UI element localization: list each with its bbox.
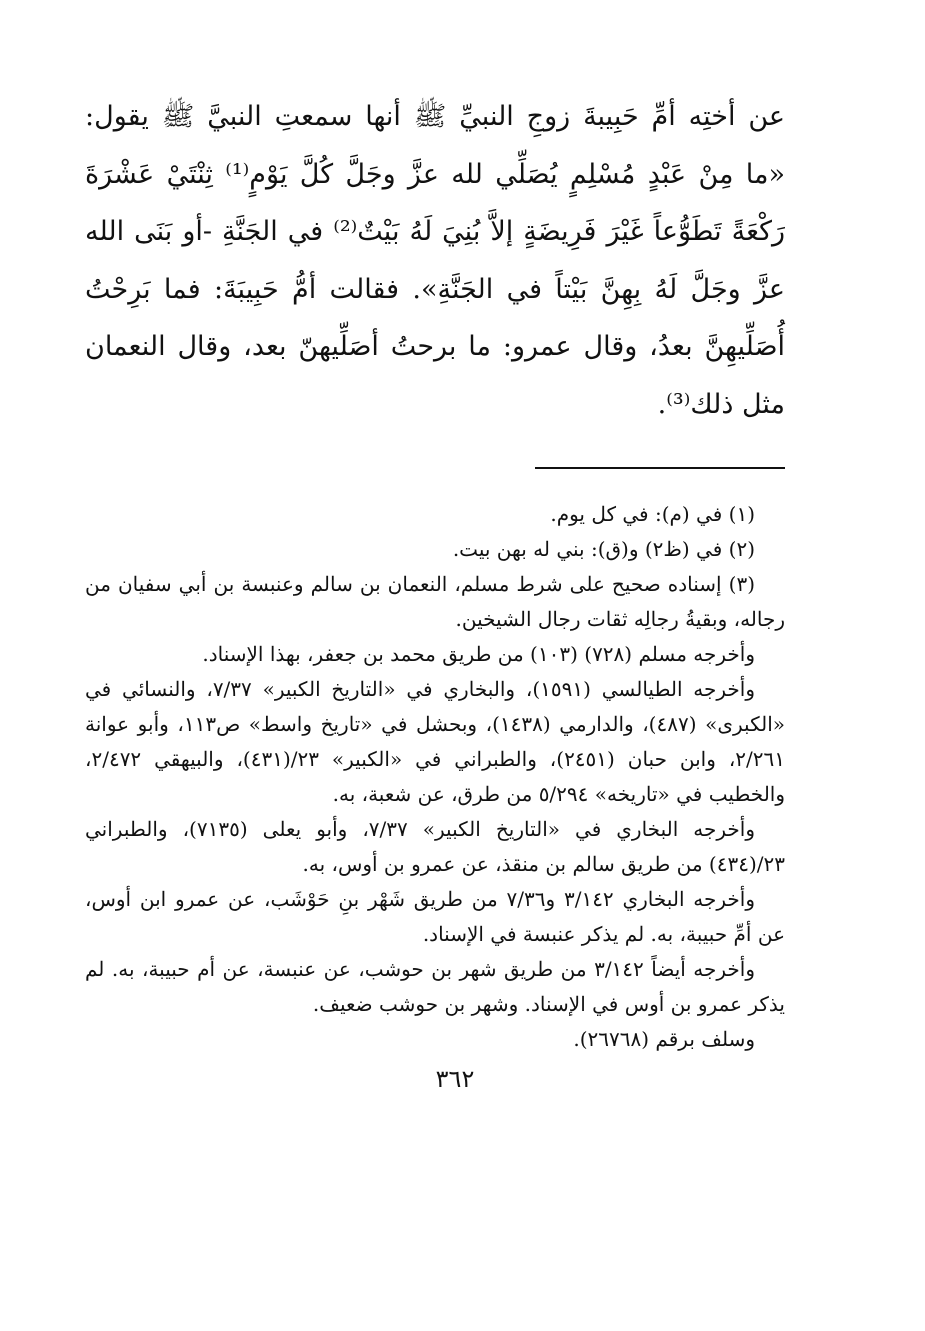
footnote-3-source-bukhari-shahr: وأخرجه البخاري ٣/١٤٢ و٧/٣٦ من طريق شَهْر بنِ حَوْشَب، عن عمرو ابن أوس، عن أمِّ حبيبة، به. لم يذكر عنبسة في الإسناد. (85, 887, 785, 946)
page-number: ٣٦٢ (435, 1065, 475, 1093)
footnote-2: (٢) في (ظ٢) و(ق): بني له بهن بيت. (452, 537, 755, 561)
footnote-3-source-tayalisi: وأخرجه الطيالسي (١٥٩١)، والبخاري في «التاريخ الكبير» ٧/٣٧، والنسائي في «الكبرى» (٤٨٧)، والدارمي (١٤٣٨)، وبحشل في «تاريخ واسط» ص١١٣، وأبو عوانة ٢/٢٦١، وابن حبان (٢٤٥١)، والطبراني في «الكبير» ٢٣/(٤٣١)، والبيهقي ٢/٤٧٢، والخطيب في «تاريخه» ٥/٢٩٤ من طرق، عن شعبة، به. (85, 677, 785, 806)
footnote-3-source-also: وأخرجه أيضاً ٣/١٤٢ من طريق شهر بن حوشب، عن عنبسة، عن أم حبيبة، به. لم يذكر عمرو بن أوس في الإسناد. وشهر بن حوشب ضعيف. (85, 957, 785, 1016)
main-text (85, 88, 785, 433)
footnote-3-source-bukhari-tarikh: وأخرجه البخاري في «التاريخ الكبير» ٧/٣٧، وأبو يعلى (٧١٣٥)، والطبراني ٢٣/(٤٣٤) من طريق سالم بن منقذ، عن عمرو بن أوس، به. (85, 817, 785, 876)
hadith-paragraph: عن أختِه أمِّ حَبِيبةَ زوجِ النبيِّ ﷺ أنها سمعتِ النبيَّ ﷺ يقول: «ما مِنْ عَبْدٍ مُسْلِمٍ يُصَلِّي لله عزَّ وجَلَّ كُلَّ يَوْمٍ⁽¹⁾ ثِنْتَيْ عَشْرَةَ رَكْعَةً تَطَوُّعاً غَيْرَ فَرِيضَةٍ إلاَّ بُنِيَ لَهُ بَيْتٌ⁽²⁾ في الجَنَّةِ -أو بَنَى الله عزَّ وجَلَّ لَهُ بِهِنَّ بَيْتاً في الجَنَّةِ». فقالت أمُّ حَبِيبَةَ: فما بَرِحْتُ أُصَلِّيهِنَّ بعدُ، وقال عمرو: ما برحتُ أصَلِّيهنّ بعد، وقال النعمان مثل ذلك⁽³⁾. (85, 101, 785, 420)
footnote-3-source-muslim: وأخرجه مسلم (٧٢٨) (١٠٣) من طريق محمد بن جعفر، بهذا الإسناد. (202, 642, 755, 666)
footnote-3: (٣) إسناده صحيح على شرط مسلم، النعمان بن سالم وعنبسة بن أبي سفيان من رجاله، وبقيةُ رجالِه ثقات رجال الشيخين. (85, 572, 785, 631)
footnote-3-cross-reference: وسلف برقم (٢٦٧٦٨). (573, 1027, 755, 1051)
footnotes (85, 497, 785, 1057)
footnote-1: (١) في (م): في كل يوم. (550, 502, 755, 526)
footnote-divider (535, 467, 785, 469)
